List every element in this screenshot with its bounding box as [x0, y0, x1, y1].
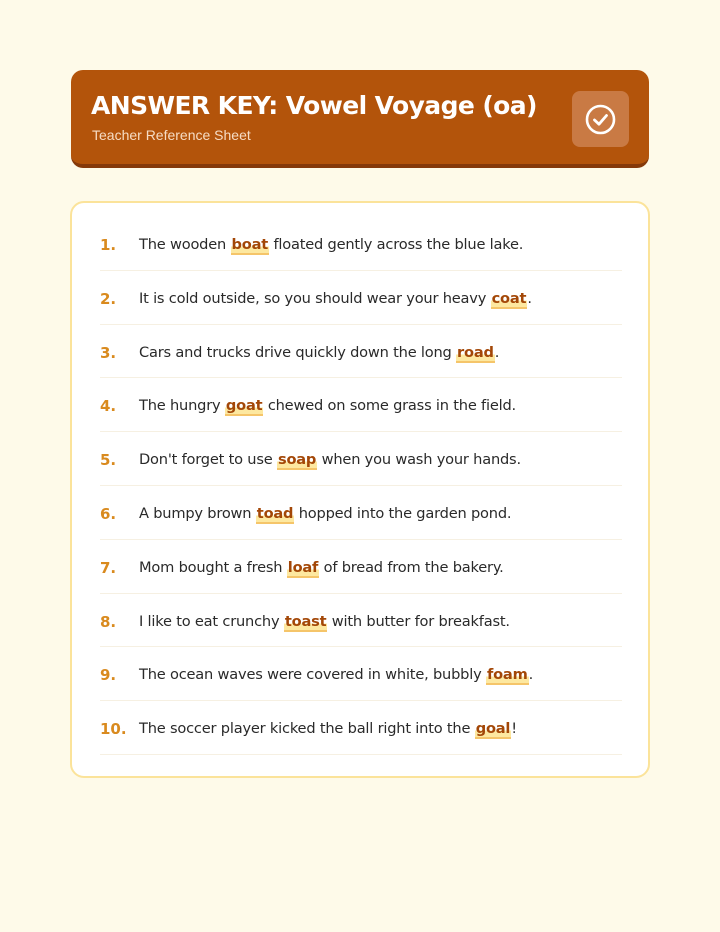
check-badge [572, 91, 629, 147]
check-circle-icon [584, 103, 617, 136]
answer-word: loaf [287, 558, 319, 576]
answer-word: goat [225, 397, 263, 415]
item-sentence [139, 284, 532, 314]
answer-item [100, 594, 622, 648]
answer-list-card [70, 201, 650, 778]
sentence-after: ! [511, 720, 517, 738]
sentence-before: The ocean waves were covered in white, bubbly [139, 666, 486, 684]
sentence-before: It is cold outside, so you should wear your heavy [139, 289, 491, 307]
item-sentence [139, 660, 533, 690]
item-number: 2. [100, 289, 117, 308]
answer-item [100, 486, 622, 540]
sentence-after: . [527, 289, 532, 307]
sentence-before: The soccer player kicked the ball right into the [139, 720, 475, 738]
item-sentence [139, 714, 517, 744]
header-banner [71, 70, 649, 168]
answer-word: toad [256, 504, 294, 522]
sentence-after: floated gently across the blue lake. [269, 236, 524, 253]
sentence-before: The hungry [139, 397, 225, 415]
page-subtitle: Teacher Reference Sheet [92, 127, 251, 143]
item-sentence [139, 338, 499, 368]
sentence-before: Mom bought a fresh [139, 558, 287, 576]
item-number: 9. [100, 666, 117, 685]
answer-word: goal [475, 720, 511, 738]
answer-item [100, 271, 622, 325]
answer-word: coat [491, 289, 527, 307]
item-number: 1. [100, 236, 117, 254]
item-sentence [139, 391, 516, 421]
sentence-after: . [494, 343, 500, 361]
item-sentence [139, 445, 521, 475]
sentence-after: of bread from the bakery. [319, 558, 504, 576]
answer-item [100, 647, 622, 701]
item-number: 10. [100, 720, 127, 739]
item-sentence [139, 499, 511, 529]
item-number: 4. [100, 397, 117, 416]
answer-word: boat [231, 236, 269, 253]
answer-word: foam [486, 666, 528, 684]
item-sentence [139, 230, 523, 260]
answer-word: toast [284, 612, 327, 630]
sentence-after: when you wash your hands. [317, 451, 521, 469]
item-sentence [139, 553, 504, 583]
answer-item [100, 432, 622, 486]
answer-item [100, 378, 622, 432]
sentence-before: I like to eat crunchy [139, 612, 284, 630]
sentence-after: hopped into the garden pond. [294, 504, 512, 522]
item-number: 7. [100, 558, 117, 577]
item-number: 8. [100, 612, 117, 631]
item-number: 3. [100, 343, 117, 362]
sentence-after: . [528, 666, 534, 684]
answer-word: road [457, 343, 494, 361]
item-sentence [139, 607, 510, 637]
sentence-before: A bumpy brown [139, 504, 256, 522]
answer-item [100, 325, 622, 379]
sentence-after: chewed on some grass in the field. [263, 397, 516, 415]
answer-item [100, 217, 622, 271]
answer-item [100, 701, 622, 755]
answer-word: soap [277, 451, 317, 469]
answer-list [100, 217, 622, 755]
answer-item [100, 540, 622, 594]
item-number: 5. [100, 451, 117, 470]
sentence-before: Don't forget to use [139, 451, 277, 469]
item-number: 6. [100, 504, 117, 523]
page-title: ANSWER KEY: Vowel Voyage (oa) [91, 91, 537, 120]
sentence-before: Cars and trucks drive quickly down the long [139, 343, 457, 361]
sentence-after: with butter for breakfast. [327, 612, 510, 630]
sentence-before: The wooden [139, 236, 231, 253]
